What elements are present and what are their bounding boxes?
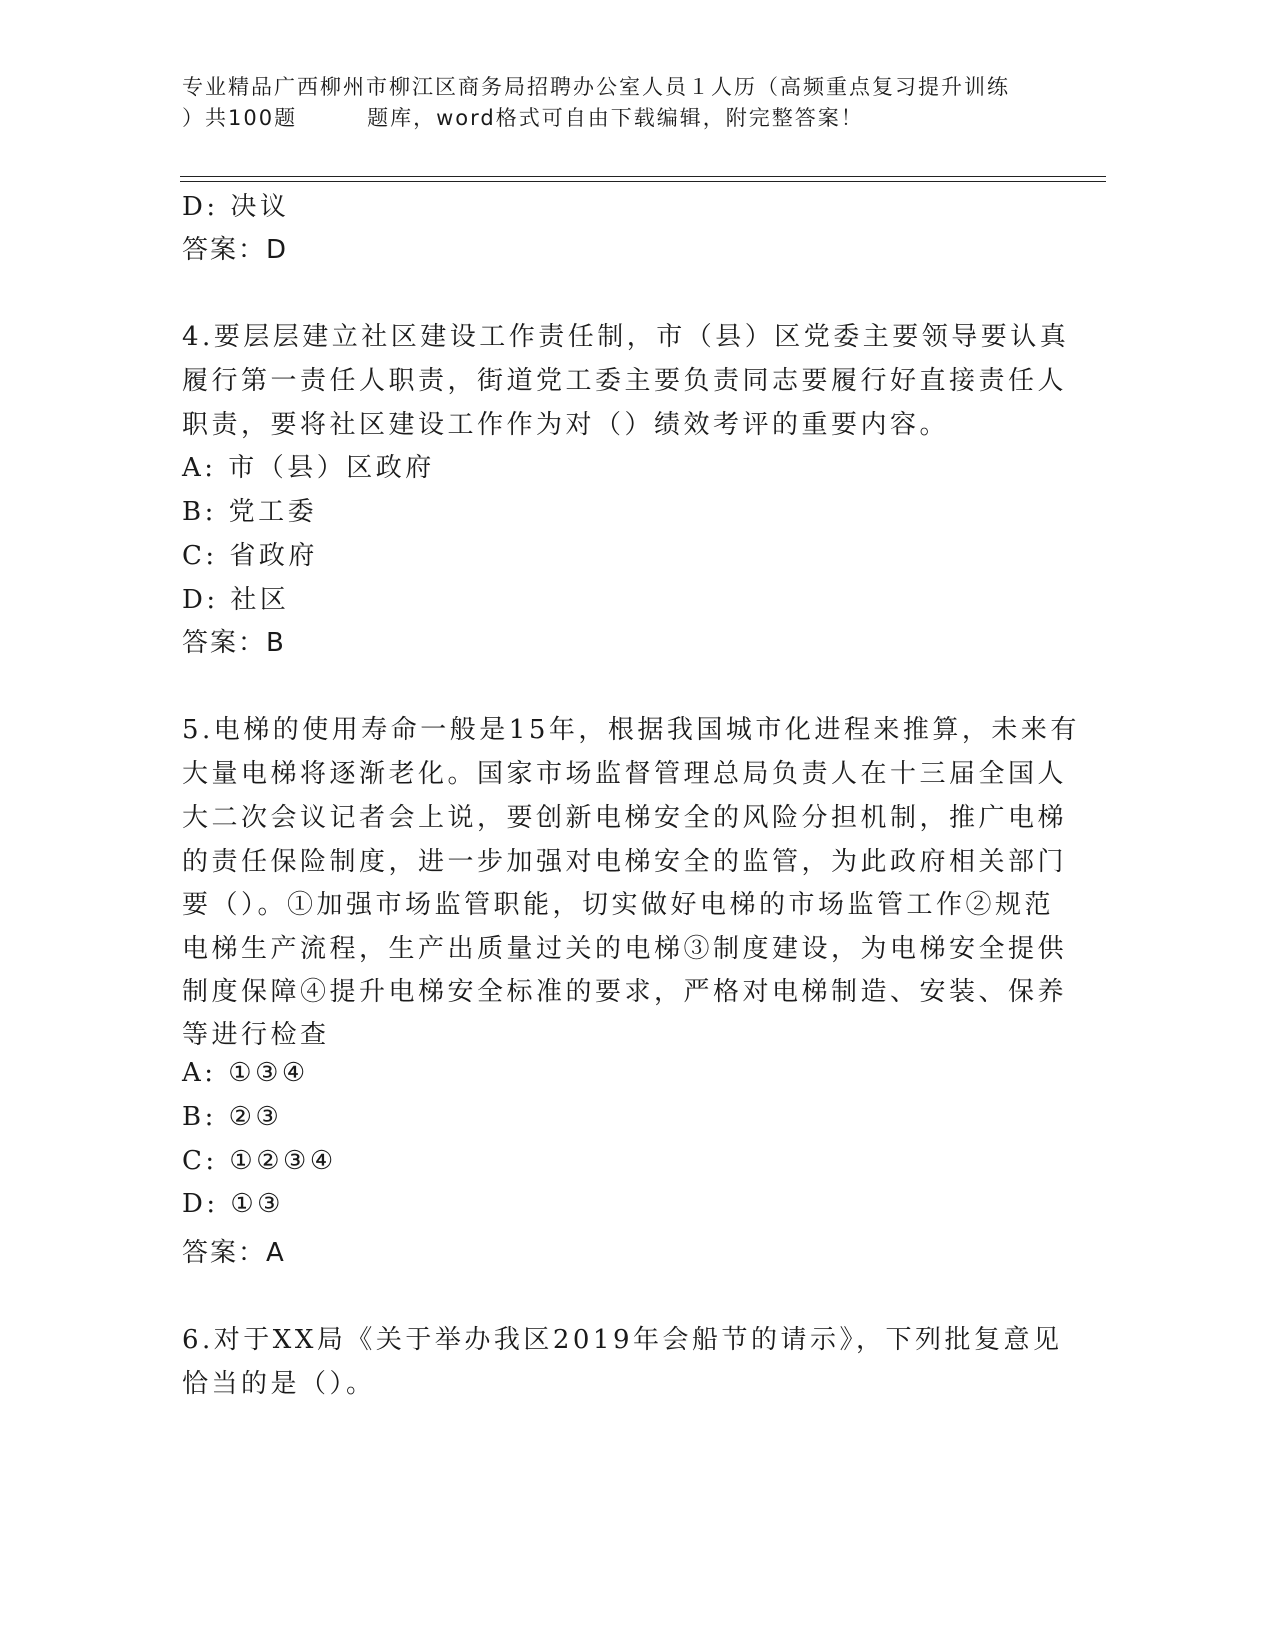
header-title-line2-part1: ）共100题 <box>182 106 298 130</box>
q4-option-d: D: 社区 <box>182 585 290 615</box>
page-header <box>182 72 1102 134</box>
header-title-line1: 专业精品广西柳州市柳江区商务局招聘办公室人员１人历（高频重点复习提升训练 <box>182 75 1010 99</box>
q5-option-a: A: ①③④ <box>182 1058 309 1088</box>
q5-option-c: C: ①②③④ <box>182 1146 337 1176</box>
q6-stem-line: 6.对于XX局《关于举办我区2019年会船节的请示》，下列批复意见 <box>182 1325 1063 1355</box>
q4-answer: 答案：B <box>182 628 286 658</box>
q5-stem-line: 电梯生产流程，生产出质量过关的电梯③制度建设，为电梯安全提供 <box>182 934 1068 964</box>
q5-stem-line: 大量电梯将逐渐老化。国家市场监督管理总局负责人在十三届全国人 <box>182 759 1068 789</box>
q4-stem-line: 职责，要将社区建设工作作为对（）绩效考评的重要内容。 <box>182 410 950 440</box>
q3-answer: 答案：D <box>182 235 289 265</box>
header-divider-top <box>180 176 1106 177</box>
header-title-line2 <box>182 103 1102 134</box>
header-divider-bottom <box>180 181 1106 182</box>
q5-stem-line: 制度保障④提升电梯安全标准的要求，严格对电梯制造、安装、保养 <box>182 977 1068 1007</box>
q4-option-b: B: 党工委 <box>182 497 318 527</box>
q4-stem-line: 4.要层层建立社区建设工作责任制，市（县）区党委主要领导要认真 <box>182 322 1070 352</box>
q5-option-b: B: ②③ <box>182 1102 283 1132</box>
q3-option-d: D: 决议 <box>182 192 290 222</box>
q5-option-d: D: ①③ <box>182 1189 284 1219</box>
q5-answer: 答案：A <box>182 1238 286 1268</box>
q4-option-a: A: 市（县）区政府 <box>182 453 435 483</box>
q4-option-c: C: 省政府 <box>182 541 318 571</box>
q4-stem-line: 履行第一责任人职责，街道党工委主要负责同志要履行好直接责任人 <box>182 366 1068 396</box>
header-title-line2-part2: 题库，word格式可自由下载编辑，附完整答案！ <box>367 106 864 130</box>
q5-stem-line: 大二次会议记者会上说，要创新电梯安全的风险分担机制，推广电梯 <box>182 803 1068 833</box>
q5-stem-line: 等进行检查 <box>182 1020 330 1050</box>
q5-stem-line: 的责任保险制度，进一步加强对电梯安全的监管，为此政府相关部门 <box>182 847 1068 877</box>
q5-stem-line: 要（）。①加强市场监管职能，切实做好电梯的市场监管工作②规范 <box>182 890 1055 920</box>
q5-stem-line: 5.电梯的使用寿命一般是15年，根据我国城市化进程来推算，未来有 <box>182 715 1080 745</box>
q6-stem-line: 恰当的是（）。 <box>182 1369 376 1399</box>
